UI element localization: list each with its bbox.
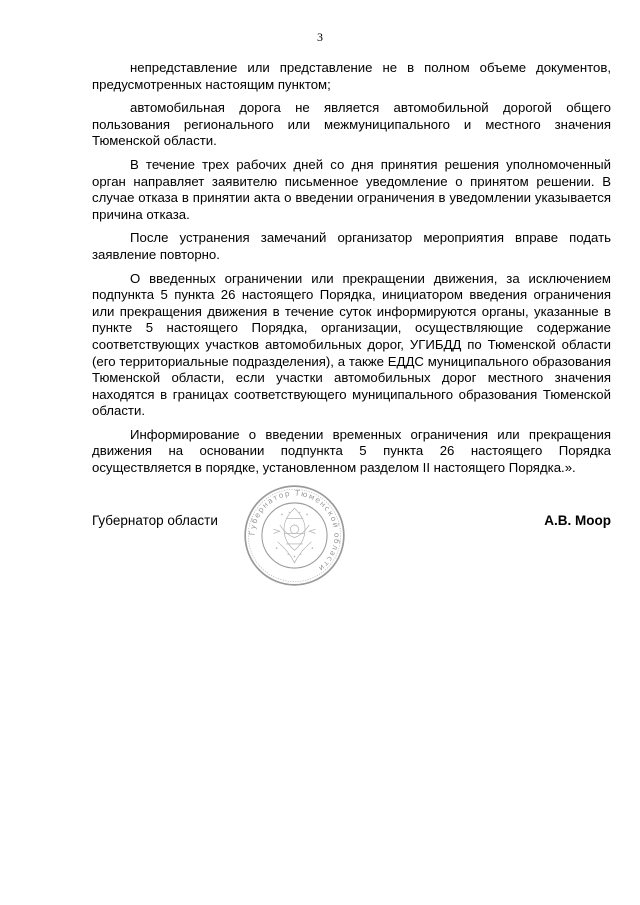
paragraph-5: О введенных ограничении или прекращении движения, за исключением подпункта 5 пункта 26 настоящего Порядка, инициатором введения ограничения или прекращения движения в течение суток информируются органы, указанные в пункте 5 настоящего Порядка, организации, осуществляющие содержание соответствующих участков автомобильных дорог, УГИБДД по Тюменской области (его территориальные подразделения), а также ЕДДС муниципального образования Тюменской области, если участки автомобильных дорог местного значения находятся в границах соответствующего муниципального образования Тюменской области. [92, 270, 611, 419]
page-number: 3 [317, 30, 323, 44]
paragraph-3: В течение трех рабочих дней со дня принятия решения уполномоченный орган направляет заявителю письменное уведомление о принятом решении. В случае отказа в принятии акта о введении ограничения в уведомлении указывается причина отказа. [92, 156, 611, 222]
paragraph-4: После устранения замечаний организатор мероприятия вправе подать заявление повторно. [92, 230, 611, 262]
seal-ring-text: Губернатор Тюменской области [247, 488, 342, 574]
paragraph-2: автомобильная дорога не является автомобильной дорогой общего пользования регионального или межмуниципального и местного значения Тюменской области. [92, 100, 611, 149]
signer-title: Губернатор области [92, 513, 218, 528]
svg-text:Губернатор Тюменской области [248, 488, 342, 573]
paragraph-1: непредставление или представление не в полном объеме документов, предусмотренных настоящим пунктом; [92, 60, 611, 92]
paragraph-6: Информирование о введении временных ограничения или прекращения движения на основании подпункта 5 пункта 26 настоящего Порядка осуществляется в порядке, установленном разделом II настоящего Порядка.». [92, 426, 611, 476]
document-body [92, 60, 611, 484]
signer-name: А.В. Моор [544, 513, 611, 528]
signature-block [92, 483, 611, 593]
official-seal-image [242, 483, 347, 588]
